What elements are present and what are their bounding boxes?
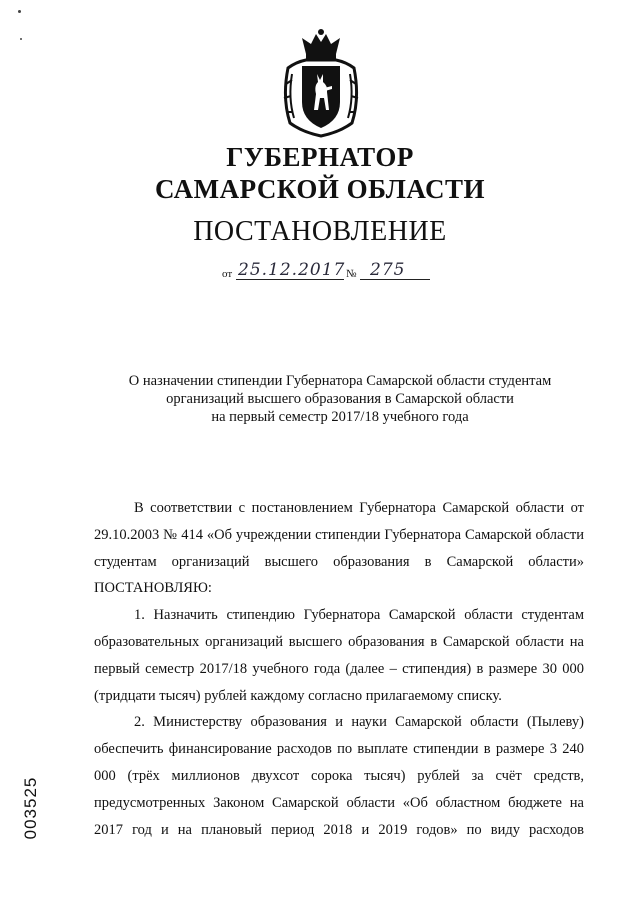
margin-stamp [12,770,52,850]
body-paragraph: 1. Назначить стипендию Губернатора Самарской области студентам образовательных организаций высшего образования в Самарской области на первый семестр 2017/18 учебного года (далее – стипендия) в размере 30 000 (тридцати тысяч) рублей каждому согласно прилагаемому списку. [94,607,584,704]
date-prefix: от [222,268,233,280]
authority-title-line1: ГУБЕРНАТОР [226,142,414,172]
scan-speck [20,38,22,40]
body-paragraph: В соответствии с постановлением Губернатора Самарской области от 29.10.2003 № 414 «Об учреждении стипендии Губернатора Самарской области студентам организаций высшего образования в Самарской области» ПОСТАНОВЛЯЮ: [94,500,584,597]
coat-of-arms-icon [280,28,362,140]
subject-line: на первый семестр 2017/18 учебного года [211,409,469,425]
body-paragraph: 2. Министерству образования и науки Самарской области (Пылеву) обеспечить финансирование расходов по выплате стипендии в размере 3 240 000 (трёх миллионов двухсот сорока тысяч) рублей за счёт средств, предусмотренных Законом Самарской области «Об областном бюджете на 2017 год и на плановый период 2018 и 2019 годов» по виду расходов [94,714,584,838]
subject-line: организаций высшего образования в Самарской области [166,391,514,407]
scan-speck [18,10,21,13]
date-value-handwritten: 25.12.2017 [238,260,346,280]
margin-stamp-number: 003525 [21,776,40,840]
date-number-line [222,262,432,286]
authority-title-line2: САМАРСКОЙ ОБЛАСТИ [154,174,486,204]
number-prefix: № [346,268,357,280]
subject-line: О назначении стипендии Губернатора Самарской области студентам [128,373,552,389]
document-type: ПОСТАНОВЛЕНИЕ [193,216,447,247]
document-body [94,495,584,843]
subject-heading [0,372,640,426]
number-value-handwritten: 275 [370,260,406,280]
